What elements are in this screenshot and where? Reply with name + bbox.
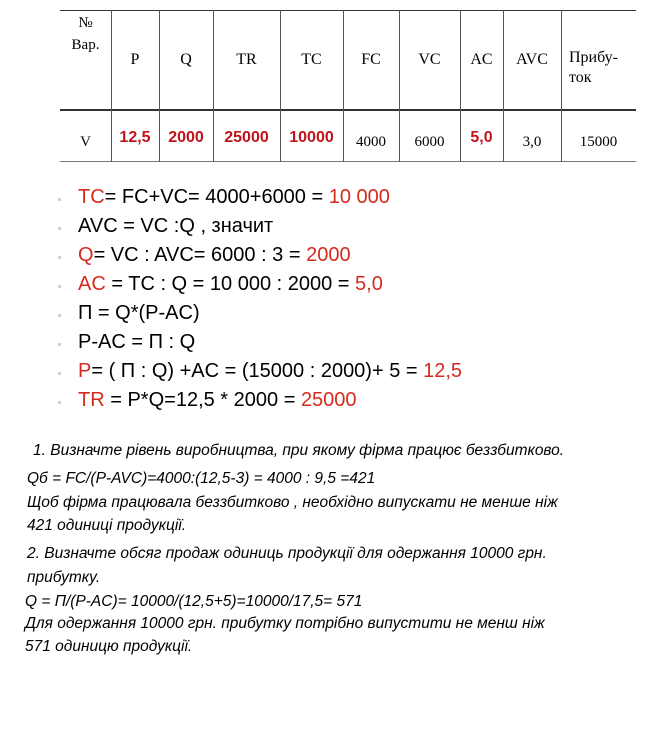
bullet-mark — [58, 198, 61, 201]
table-value-cell: 6000 — [414, 134, 445, 150]
formula-text: AVC = VC :Q , значит — [78, 215, 274, 237]
bullet-mark — [58, 314, 61, 317]
formula-text: = P*Q=12,5 * 2000 = — [104, 389, 301, 411]
table-value-cell: 12,5 — [119, 129, 151, 146]
formula-result: 25000 — [300, 389, 357, 411]
table-top-border — [60, 10, 636, 11]
bullet-mark — [58, 256, 61, 259]
task-2-answer-line: 571 одиницю продукції. — [25, 638, 193, 655]
formula-line — [78, 331, 195, 354]
formula-line — [78, 244, 351, 267]
data-table — [60, 10, 636, 162]
table-header-cell: TC — [301, 51, 322, 68]
formula-line — [78, 215, 273, 238]
table-bottom-border — [60, 161, 636, 162]
formula-line — [78, 302, 200, 325]
formula-text: = ( П : Q) +AC = (15000 : 2000)+ 5 = — [91, 360, 424, 382]
table-header-cell: Прибу- ток — [569, 49, 618, 86]
formula-line — [78, 360, 462, 383]
bullet-mark — [58, 343, 61, 346]
table-value-cell: 3,0 — [522, 134, 542, 150]
formula-result: P — [78, 360, 92, 382]
formula-result: TC — [78, 186, 105, 208]
task-1-question: 1. Визначте рівень виробництва, при якому фірма працює беззбитково. — [33, 442, 565, 459]
task-2-question: 2. Визначте обсяг продаж одиниць продукції для одержання 10000 грн. — [27, 545, 547, 562]
table-value-cell: 10000 — [289, 129, 334, 146]
table-value-cell: 15000 — [579, 134, 618, 150]
table-value-cell: 25000 — [224, 129, 269, 146]
formula-text: = TC : Q = 10 000 : 2000 = — [105, 273, 356, 295]
table-value-cell: 2000 — [168, 129, 204, 146]
formula-result: 12,5 — [423, 360, 463, 382]
table-header-cell: № Вар. — [71, 15, 100, 53]
task-2-question: прибутку. — [27, 569, 101, 586]
task-2-formula: Q = П/(P-AC)= 10000/(12,5+5)=10000/17,5= 571 — [25, 593, 363, 610]
formula-text: = FC+VC= 4000+6000 = — [104, 186, 329, 208]
table-header-cell: TR — [236, 51, 257, 68]
bullet-mark — [58, 401, 61, 404]
table-header-cell: FC — [361, 51, 381, 68]
table-header-separator — [60, 109, 636, 111]
bullet-mark — [58, 372, 61, 375]
formula-line — [78, 186, 390, 209]
formula-line — [78, 273, 383, 296]
table-value-cell: 5,0 — [470, 129, 493, 146]
formula-result: Q — [78, 244, 94, 266]
task-1-answer-line: 421 одиниці продукції. — [27, 517, 187, 534]
table-header-cell: Q — [180, 51, 192, 68]
task-2-answer-line: Для одержання 10000 грн. прибутку потрібно випустити не менш ніж — [25, 615, 545, 632]
formula-result: TR — [78, 389, 105, 411]
variant-cell: V — [80, 134, 91, 150]
table-header-cell: AVC — [516, 51, 548, 68]
bullet-mark — [58, 285, 61, 288]
formula-result: 10 000 — [328, 186, 390, 208]
formula-result: 5,0 — [355, 273, 383, 295]
table-value-cell: 4000 — [356, 134, 386, 150]
formula-text: P-AC = П : Q — [78, 331, 196, 353]
formula-result: AC — [78, 273, 106, 295]
table-header-cell: VC — [418, 51, 441, 68]
bullet-mark — [58, 227, 61, 230]
formula-result: 2000 — [306, 244, 351, 266]
formula-text: П = Q*(P-AC) — [78, 302, 200, 324]
task-1-answer-line: Щоб фірма працювала беззбитково , необхідно випускати не менше ніж — [27, 494, 558, 511]
table-header-cell: P — [130, 51, 140, 68]
task-1-formula: Qб = FC/(P-AVC)=4000:(12,5-3) = 4000 : 9,5 =421 — [27, 470, 376, 487]
table-header-cell: AC — [470, 51, 493, 68]
formula-text: = VC : AVC= 6000 : 3 = — [93, 244, 307, 266]
formula-line — [78, 389, 357, 412]
